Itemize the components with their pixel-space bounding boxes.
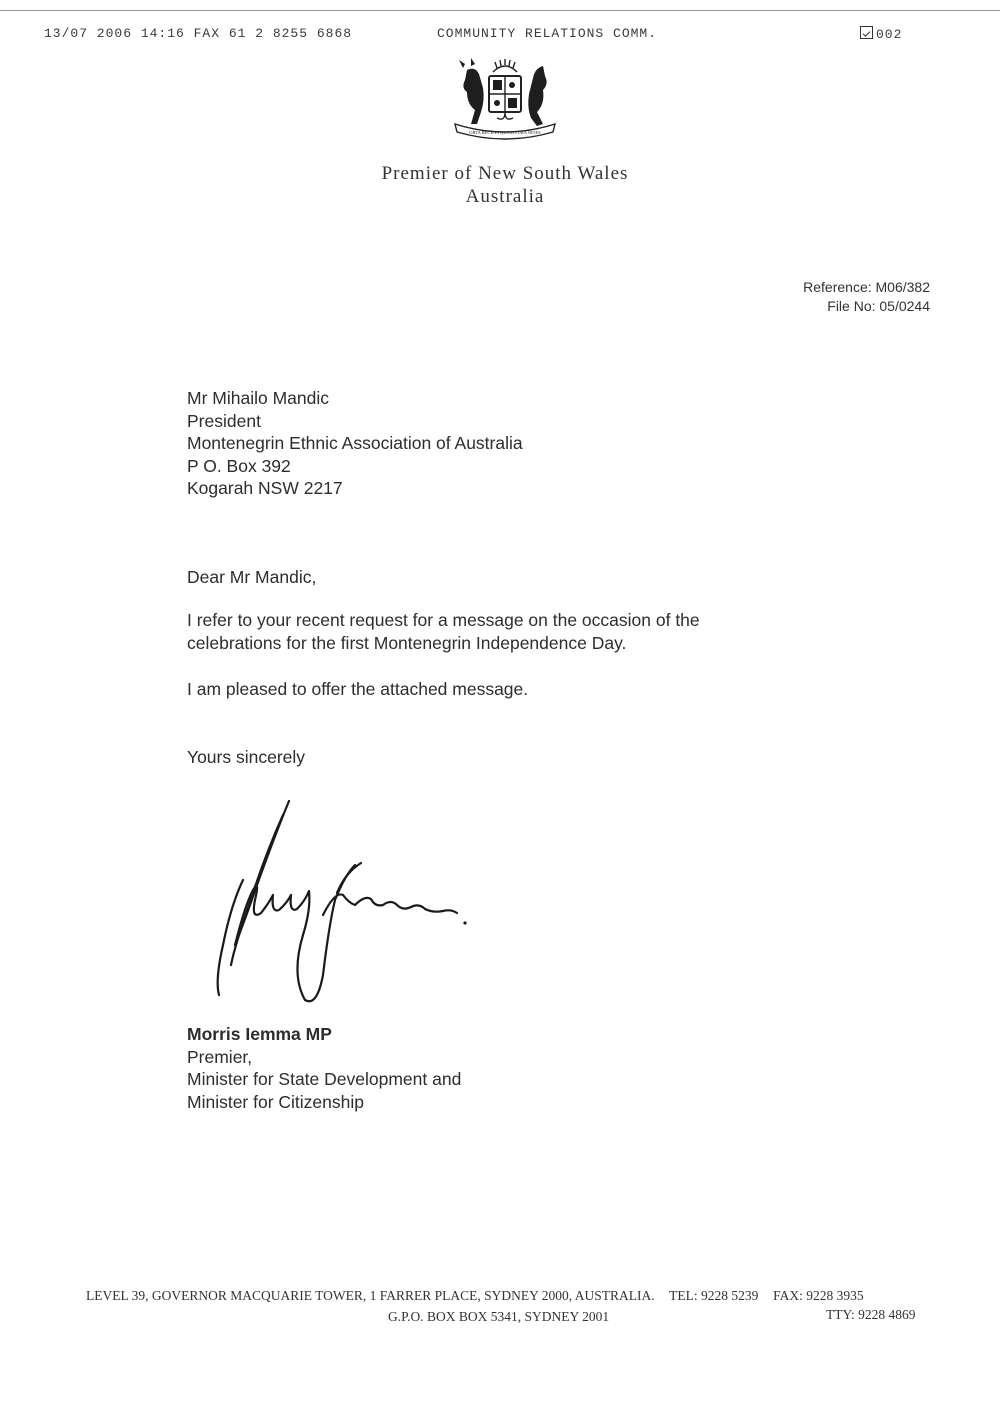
fax-header-rule	[0, 10, 1000, 11]
fax-timestamp: 13/07 2006 14:16 FAX 61 2 8255 6868	[44, 26, 353, 41]
salutation: Dear Mr Mandic,	[187, 567, 317, 587]
footer-address: LEVEL 39, GOVERNOR MACQUARIE TOWER, 1 FARRER PLACE, SYDNEY 2000, AUSTRALIA.	[86, 1288, 655, 1303]
handwritten-signature-icon	[205, 795, 475, 1010]
fax-page-label: 002	[876, 27, 903, 42]
body-paragraph-1-line-2: celebrations for the first Montenegrin Independence Day.	[187, 632, 627, 653]
footer-tty: TTY: 9228 4869	[826, 1307, 916, 1322]
footer-fax: FAX: 9228 3935	[773, 1288, 864, 1303]
closing: Yours sincerely	[187, 747, 306, 767]
footer-tel: TEL: 9228 5239	[669, 1288, 759, 1303]
file-number: File No: 05/0244	[827, 298, 930, 314]
reference-number: Reference: M06/382	[803, 279, 930, 295]
fax-page-number	[860, 26, 902, 42]
body-paragraph-2: I am pleased to offer the attached message.	[187, 679, 529, 699]
body-paragraph-1-line-1: I refer to your recent request for a message on the occasion of the	[187, 610, 700, 630]
footer-address-line	[86, 1288, 864, 1304]
signer-role-2: Minister for State Development and	[187, 1069, 462, 1089]
fax-sender: COMMUNITY RELATIONS COMM.	[437, 26, 658, 41]
signer-block	[187, 1023, 461, 1113]
recipient-po-box: P O. Box 392	[187, 455, 291, 476]
checked-box-icon	[860, 26, 873, 39]
body-paragraph-1	[187, 609, 827, 654]
recipient-organisation: Montenegrin Ethnic Association of Australia	[187, 433, 523, 453]
recipient-name: Mr Mihailo Mandic	[187, 388, 329, 408]
signer-role-3: Minister for Citizenship	[187, 1091, 364, 1112]
recipient-locality: Kogarah NSW 2217	[187, 478, 343, 498]
letterhead-title: Premier of New South Wales	[381, 163, 629, 184]
nsw-coat-of-arms-icon	[445, 58, 565, 140]
svg-text:ORTA RECENS QUAM PURA NITES: ORTA RECENS QUAM PURA NITES	[469, 130, 541, 135]
signer-name: Morris Iemma MP	[187, 1024, 332, 1044]
footer-gpo: G.P.O. BOX BOX 5341, SYDNEY 2001	[388, 1309, 610, 1324]
signer-role-1: Premier,	[187, 1046, 253, 1067]
recipient-title: President	[187, 410, 261, 431]
recipient-address	[187, 387, 523, 500]
letterhead-country: Australia	[465, 186, 545, 207]
